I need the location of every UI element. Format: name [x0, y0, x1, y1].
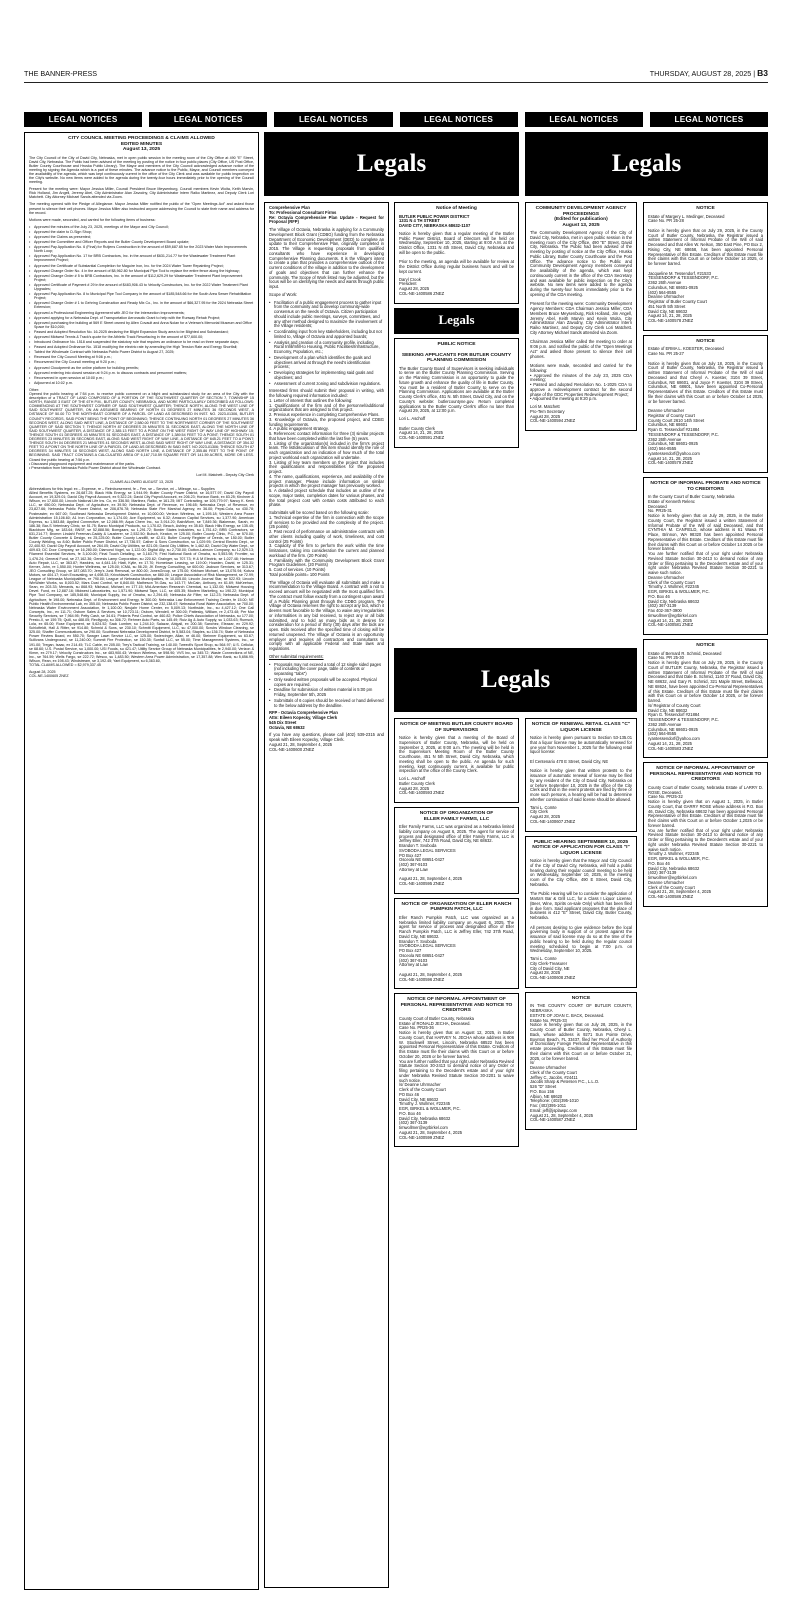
signature: Lori L. Aschoff Butler County Clerk August 28, 2025 COL-NE-1400593 ZNEZ — [399, 776, 445, 796]
list-item: • Tabled the Wholesale Contract with Nebraska Public Power District to August 27, 2025; — [29, 350, 254, 354]
claims-list: Abbreviations for this legal: ex – Expense, re – Reimbursement, fe – Fee, se – Service, mi – Mileage, su – Supplies Allied Benefits Systems, ex 26,687.25; Black Hills Energy, se 1,944.99; Butler County Power District, se 16,577.97; David City Payroll Account, ex 19,329.01; David City Payroll Account, ex 9,322.24; David City Payroll Account, ex 206.23; Horizon Bank, ex 83.25; Kirchner & Wilson, ex 17,600.00; Lincoln National Life Ins. Co, ex 336.50; Martinez, Raiko, re 161.25; MIT Contracting, se 105,779.97; Nancy K. Kenk LLC, se 650.00; Nebraska Dept. of Agriculture, ex 39.50; Nebraska Dept. of Revenue, ex 196.65; Nebraska Dept. of Revenue, ex 23,827.66; Nebraska Public Power District, se 206,876.78; Nebraska State Fire Marshal Agency, ex 36.00; Pepsi-Cola, su 430.78; Postmaster, ex 667.00; Southeast Nebraska Development District, ex 10,000.00; Verizon Wireless, se 1,195.18; Western Area Power Administration 15,106.60; A1 Iron Corporation, su 1,174.00; Ace Equipment, su 6.32; Amazon Capital Services, su 1,377.90; American Express, su 1,583.88; Applied Connective, se 12,066.99; Aqua Chem Inc., su 3,914.20; BairdWorn, se 7,849.36; Blakeman, Sarah, ex 186.38; Bar-S Veterinary Clinic, se 51.75; Barco Municipal Products, su 1,170.02; Beach, Ashley, ex 35.63; Black Hills Energy, se 135.45; Blackburn Mfg, se 183.64; BNSF, se 52,888.56; Bomgaars, su 1,291.72; Border States Industries, su 1,751.42; BRB Contractors, se 631,214.77; Bromm Lindahl Freeman-Caddy & Lausterer, se 2,532.50; Buisch, Keaton, re 125.00; Butler County Clinic, P.C., se 570.00; Butler County Concrete & Design, ex 25,225.00; Butler County Landfill, se 42.01; Butler County Register of Deeds, se 150.00; Butler County Welding, su 8.60; Butler Public Power District, se 17,736.57; Cather & Sons Construction, su 1,029.95; Central Electric Dept., se 22,400.92; David City Payroll Account, se 264.05; David City Utilities, se 821.05; David City Utilities, fe 1,462.82; David City Water Dept., se 409.63; DC Door Company, se 16,280.00; Diamond Vogel, su 1,122.00; Digital Ally, su 2,730.00; Dutton-Lainson Company, su 12,529.13; Filament Essential Services, fe 3,100.00; Final Touch Detailing, se 3,163.79; First National Bank of Omaha, su 5,553.98; Frontier, su 1,476.24; General Fund, se 27,162.36; Genesis Lamp Corporation, su 220.62; Grainger, su 707.73; H & M Electric, se 1,027.48; Hartman Auto Repair, LLC, se 363.87; Hawkins, su 4,641.18; Hiatt, Kylie, ex 17.70; Hometown Leasing, se 119.00; Howden, David, re 125.31; Kerner, John, re 1,550.00; Hunter Wellness, se 125.00; ICMA, su 56.20; JK Energy Consulting, se 600.00; Jackson Services, se 313.67; JEO Consulting Group, se 187,083.70; Jerry's Junk Removal, se 800.00; JonesGroup, se 175.00; Kirkham Michael, se 13,076.94; Kobza Motors, se 404.17; Koch Excavating, se 4,698.33; Krivohlavek Construction, se 880.00; League Association of Risk Management, se 72.99; League of Nebraska Municipalities, re 790.00; League of Nebraska Municipalities, fe 10,005.00; Lincoln Journal Star, se 522.93; Lincoln WinWater Works, su 8,003.52; Mars Dust Control, se 6,840.00; Matheson Tri-Gas, su 143.77; McCain, Anthony, ex 61.69; McKeehan, Sean, ex 203.33; Menards, su 868.93; Michaud, Michael, ex 177.15; Mid-American Research Chemical, su 1,132.00; Midwest Housing Devel. Fund, ex 12,887.16; Midwest Laboratories, su 1,571.90; Midwest Tape, LLC, se 405.35; Modern Marketing, su 190.22; Municipal Pipe Tool Company, se 185,548.66; Municipal Supply, Inc of Omaha, su 2,294.45; Nebraska Air Filter, se 112.23; Nebraska Dept. of Agriculture, fe 198.00; Nebraska Dept. of Environment and Energy, fe 300.00; Nebraska Law Enforcement Training Center, fe 15.00; NE Public Health Environmental Lab, ex 355.00; Nebraska Public Power District, se 232,138.67; Nebraska Rural Water Association, se 700.00; Nebraska Water Environment Association, fe 1,100.00; Neujahr Home Center, ex 5,009.13; Northside, Inc., su 4,427.12; One Call Concepts, Inc., ex 111.71; Osborn Sales & Services, se 10,723.11; Osborn, Wendell, re 300.00; Pattesky, William, re 2,473.48; Per Mar Security Services, se 7,964.95; Petty Cash, se 34.61; Pinkerts Pest Control, se 460.82; Police Chiefs Association of Nebraska, su 177.00; Presto-X, se 159.75; Quill, su 488.05; Recllypoly, su 306.72; Rehmer Auto Parts, su 145.49; Ruiz Ag & Auto Supply, su 1,033.63; Rumsch, Lola, ex 65.00; Rose Equipment, se 5,624.52; Sack Lumber, su 1,244.10; Salazar, Abigail, ex 200.38; Sanchez, Eleazar, ex 229.92; Schlotfeldt, Hall & Ritter, se 914.80; Schmid & Sons, se 230.10; Schmitt Equipment, LLC, su 47,000.00; Scrubs Window Cleaning, se 325.00; Shaffer Communications, se 290.00; Southeast Nebraska Development District, fe 5,583.04; Staples, su 136.74; State of Nebraska Power Review Board, ex 550.70; Swager Lawn Service LLC, se 125.00; Swiercinger, Allan, re 46.00; Steinner Equipment, su 63.67; Sullivans Underground, se 11,240.00; Summit Fire Protection, se 150.35; Sunfall LLC, se 55.00; Time Management Systems, Inc., se 191.00; Tregan, Isaac, ex 214.45; TLC Cable, ex 205.00; Trey's Tactical Training, se 140.00; Tweedt's Sport Shop, su 564.97; U.S. Cellular, se 68.60; U.S. Postal Service, su 1,000.00; USI Foods, su 421.47; Utility Service Group of Nebraska Municipalities, fe 2,940.00; Verizon & Kimm, ex 279.17; Velocity Constructors Inc., se 483,900.43; Verizon Wireless, se 598.90; VVS Inc, su 345.72; Waste Connections of NE, Inc., se 764.59; Wells Fargo, se 222.72; Wesco, su 1,483.50; Western Area Power Administration, se 17,357.88; Wex Bank, su 5,656.95; Wilson, Rean, ex 198.43; Windstream, se 3,192.45; Yant Equipment, su 6,363.60, TOTAL CLAIMS ALLOWED = $2,979,337.45 — [29, 486, 254, 667]
column-3 — [264, 202, 389, 1592]
list-item: • Approved applying for a Nebraska Dept. of Transportation Aeronautic Grant to help with the Runway Rehab Project; — [29, 316, 254, 320]
signature: Lori L. Aschoff Butler County Clerk August 14, 21, 28, 2025 COL-NE-1400591 ZNEZ — [399, 416, 445, 440]
notice-paragraph: Motions were made, seconded, and carried for the following items of business: — [29, 217, 156, 222]
notice-paragraph: Notice is hereby given that a regular meeting of the Butler Public Power District, Board of Directors will be held on Wednesday, September 10, 2025, starting at 9:00 A.M. at the District Office, 1331 N 4th Street, David City, Nebraska and will be open to the public. Prior to the meeting, an agenda will be available for review at the District Office during regular business hours and will be kept current. — [399, 230, 514, 274]
signature: Tami L. Comte City Clerk August 28, 2025 COL-NE-1400607 ZNEZ — [530, 804, 576, 824]
notice-title: NOTICE — [696, 338, 715, 344]
list-item: • Approved Pay Application No. 8 to Municipal Pipe Tool Company in the amount of $185,548.66 for the South Area Sewer Rehabilitation Project; — [29, 292, 254, 300]
notice-eller-family-farms — [394, 807, 519, 894]
notice-paragraph: Eller Ranch Pumpkin Patch, LLC was organized as a Nebraska limited liability company on August 6, 2025. The agent for service of process and designated office of Eller Ranch Pumpkin Patch, LLC is Jeffrey Eller, 742 37th Road, David City, NE 68632. Brandon T. Svoboda SVOBODA LEGAL SERVICES PO Box 427 Osceola NE 68651-0427 (402) 367-9103 Attorney at Law August 21, 28, September 4, 2025 COL-NE-1400596 ZNEZ — [399, 914, 514, 982]
notice-paragraph: Notice is hereby given that a meeting of the Board of Supervisors of Butler County, Nebraska, will be held on September 2, 2025, at 9:00 a.m. The meeting will be held in the Supervisors Meeting Room of the Butler County Courthouse, 451 N 5th Street, David City, Nebraska, which meeting shall be open to the public. An agenda for such meeting, kept continuously current, is available for public inspection at the office of the County Clerk. — [399, 735, 514, 774]
section-label: LEGAL NOTICES — [149, 112, 267, 127]
list-item: • Approved purchasing the building at 569 E Street owned by Allen Covault and Anna Nolan for a Veteran's Memorial Museum and Office Space for $10,000; — [29, 321, 254, 329]
notice-octavia-rfp — [264, 202, 389, 1588]
notice-title: PUBLIC NOTICE SEEKING APPLICANTS FOR BUTLER COUNTY PLANNING COMMISSION — [401, 341, 512, 363]
list-item: • Introduced Ordinance No. 1518 and suspended the statutory rule that requires an ordinance to be read on three separate days; — [29, 340, 254, 344]
motions-list — [29, 225, 254, 385]
notice-paragraph: Estate of Margery L. Medinger, Deceased Case No. PR 25-28 Notice is hereby given that on July 29, 2025, in the County Court of Butler County, Nebraska, the Registrar issued a written Statement of Informal Probate of the Will of said Deceased and that Allen W. Nelson, 350 East Pine, PO Box 2, Rising City, NE 68658, has been appointed Personal Representative of this Estate. Creditors of this Estate must file their claims with this Court on or before October 14 2025, or be forever barred. Jacqueline M. Tessendorf, #21533 TESSENDORF & TESSENDORF, P.C. 2362 26th Avenue Columbus, NE 68601-0925 (402) 564-8555 Deanne Uhrmacher Registrar of Butler County Court 451 North 5th Street David City, NE 68632 August 14, 21, 28, 2025 COL-NE-1400578 ZNEZ — [648, 213, 763, 323]
signature: Lori M. Matchett - Deputy City Clerk — [196, 472, 254, 477]
column-6 — [643, 202, 768, 1592]
list-item: • Approved the claim to D-Sign Shop; — [29, 230, 254, 234]
list-item: • Approved the minutes of the July 23, 2025, meetings of the Mayor and City Council; — [29, 225, 254, 229]
notice-jecha-estate — [394, 993, 519, 1147]
list-item: • Approved a Professional Engineering Agreement with JEO for the Intersection Improvements; — [29, 311, 254, 315]
page-number: B3 — [757, 68, 768, 78]
notice-title: NOTICE OF RENEWAL RETAIL CLASS "C" LIQUOR LICENSE — [531, 722, 631, 733]
list-item: • Recessed the City Council Meeting at 9:06 p.m.; — [29, 355, 254, 359]
list-item: • Submittals of 6 copies should be received or hand delivered to the below address by the deadline. — [269, 699, 384, 709]
notice-schmid-estate — [643, 639, 768, 758]
notice-board-supervisors — [394, 718, 519, 803]
list-item: • Approved Midwest Tennis & Track's quote for the Athletic Track Resurfacing in the amount of $77,600.00; — [29, 335, 254, 339]
list-item: • Assessment of current zoning and subdivision regulations. — [269, 382, 384, 387]
other-label: Other submittal requirements: — [269, 653, 324, 659]
list-item: • Approved Pay Application No. 17 for BRB Contractors, Inc. in the amount of $631,214.77 for the Wastewater Treatment Plant Improvement Project; — [29, 254, 254, 262]
list-item: • Approved Certificate of Payment # 29 in the amount of $483,906.43 to Velocity Constructors, Inc. for the 2022 Water Treatment Plant Upgrades; — [29, 283, 254, 291]
notice-title: COMMUNITY DEVELOPMENT AGENCY PROCEEDINGS (Edited for publication) August 13, 2025 — [535, 206, 627, 228]
section-label: LEGAL NOTICES — [24, 112, 142, 127]
list-item: • Adjourned at 10:02 p.m. — [29, 381, 254, 385]
column-5-lower — [525, 718, 637, 1592]
list-item: • Facilitation of a public engagement process to gather input from the community and to develop community-wide consensus on the needs of Octavia. Citizen participation should include public meetings, surveys, committees, and any other method designed to maximize the involvement of the Village residents; — [269, 301, 384, 330]
signature: Tami L. Comte City Clerk-Treasurer City of David City, NE August 28, 2025 COL-NE-1400608 ZNEZ — [530, 956, 576, 980]
notice-paragraph: County Court of Butler County, Nebraska Estate of LARRY D. ROSE, Deceased. Case No. PR25-32 Notice is hereby given that on August 1, 2025, in Butler County Court, that GARRY ROSE whose address is P.O. Box 46, David City, Nebraska 68632 has been appointed Personal Representative of this Estate. Creditors of this Estate must file their claims with this Court on or before October 1,2025 or be forever barred. You are further notified that of your right under Nebraska Revised Statute Section 30-2413 to demand notice of any Order or filing pertaining to the Decedent's estate and of your right under Nebraska Revised Statute Section 30-2221 to waive such notice. Timothy J. Wollmer, #22345 EGR, BIRKEL & WOLLMER, P.C. P.O. Box 46 David City, Nebraska 68632 (402) 367-3139 timwollmer@egrbirkel.com Deanne Uhrmacher Clerk of the County Court August 21, 28, September 4, 2025 COL-NE-1400586 ZNEZ — [648, 784, 763, 899]
list-item: • Approved the Certificate of Substantial Completion for Maguire Iron, Inc. for the 2024 Water Tower Repainting Project; — [29, 264, 254, 268]
column-5 — [525, 202, 637, 642]
signature: Daryl Crook President August 28, 2025 COL-NE-1400586 ZNEZ — [399, 276, 445, 296]
list-item: • Approved Change Order # 5 to BRB Contractors, Inc. in the amount of $112,629.29 for Wastewater Treatment Plant Improvement Project; — [29, 274, 254, 282]
list-item: • Approved the Claims as presented; — [29, 235, 254, 239]
notice-paragraph: Estate of ERMA L. KOESTER, Deceased Case No. PR 25-27 Notice is hereby given that on July 18, 2025, in the County Court of Butler County, Nebraska, the Registrar issued a written Statement of Informal Probate of the Will of said Deceased and that Cheryl A. Koester, 3104 39 Street, Columbus, NE 68601, and Joyce F. Koester, 3104 39 Street, Columbus, NE 68601, have been appointed Co-Personal Representatives of this Estate. Creditors of this Estate must file their claims with this Court on or before October 14 2025, or be forever barred. Deanne Uhrmacher Registrar of County Court County Court 2610 14th Street Columbus, NE 68601 Ryan G. Tessendorf #21884 TESSENDORF & TESSENDORF, P.C. 2362 26th Avenue Columbus, NE 68601-0925 (402) 564-8555 ryantessendorf@yahoo.com August 14, 21, 28, 2025 COL-NE-1400579 ZNEZ — [648, 346, 763, 466]
notice-title: NOTICE — [571, 995, 591, 1001]
scope-label: Scope of Work: — [269, 291, 298, 297]
list-item: • Approved Cloudpermit as the online platform for building permits; — [29, 366, 254, 370]
legals-banner: Legals — [525, 132, 768, 196]
column-1 — [24, 132, 259, 1592]
list-item: • Approved Change Order No. 4 in the amount of $8,962.80 for Municipal Pipe Tool to replace the entire fence along the highway; — [29, 269, 254, 273]
masthead-rule — [24, 82, 768, 83]
list-item: • Approved entering into closed session at 9:24 p.m. to discuss contracts and personnel matters; — [29, 371, 254, 375]
notice-title: NOTICE OF INFORMAL APPOINTMENT OF PERSONAL REPRESENTATIVE AND NOTICE TO CREDITORS — [649, 766, 762, 783]
section-header-bar — [24, 112, 768, 127]
list-item: • Reconvened the City Council meeting at 9:20 p.m.; — [29, 360, 254, 364]
list-item: • Passed and Adopted Resolution No. 16-2025 declaring the Blight Expansion Study area to be Blighted and Substandard; — [29, 330, 254, 334]
notice-paragraph: The Village of Octavia, Nebraska is applying for a Community Development Block Grant (CDBG) funding from the Nebraska Department of Economic Development (DED) to complete an update to their Comprehensive Plan, originally completed in 2015. The Village is requesting proposals from qualified consultants who have experience in developing Comprehensive Planning documents. It is the Village's intent to create a plan that provides a comprehensive outlook of the current conditions of the village in addition to the development of goals and objectives that can further enhance the community. The Scope of Work listed may be adjusted, but the focus will be on identifying the needs and wants through public input. — [269, 227, 384, 289]
notice-paragraph: Interested firms should submit their proposal in writing, with the following required information included: 1. Letter of interest that outlines the following: 1. Qualifications of the firm and of the personnel/additional organizations that are assigned to this project. 2. Previous experience in completing Comprehensive Plans. 3. Knowledge of Octavia, the proposed project, and CDBG funding requirements. 4. A public engagement strategy. 5. References: contact information for three (3) similar projects that have been completed within the last five (5) years. 2. Listing of the organization(s) included in the firm's project team. The list/discussion of this item should identify the role of each organization and an indication of how much of the total project workload each organization will undertake. 3. Listing of key team members on the project that includes their qualifications and responsibilities for the proposed project. 4. The name, qualifications, experience, and availability of the project manager. Please include information on similar projects in which the project manager has previously worked. 5. A detailed project schedule that includes an outline of the scope, major tasks, completion dates for various phases, and the total project cost with certain costs attributed to each phase. — [269, 388, 384, 508]
section-label: LEGAL NOTICES — [650, 112, 768, 127]
notice-paragraph: Present for the meeting were: Mayor Jessica Miller, Council President Bruce Meysenburg, Council members Kevin Woita, Keith Marvin, Rick Holland, Jim Angell, Jeremy Abel, City Administrator Alan Zavodny, City Administrator Intern Raiko Martinez, and Deputy Clerk Lori Matchett. City Attorney Michael Sands attended via Zoom. — [29, 187, 254, 200]
notice-paragraph: Submittals will be scored based on the following scale: 1. Technical expertise of the firm in connection with the scope of services to be provided and the complexity of the project. (25 points) 2. Past record of performance on administrative contracts with other clients including quality of work, timeliness, and cost control (25 Points) 3. Capacity of the firm to perform the work within the time limitations, taking into consideration the current and planned workload of the firm. (20 Points) 4. Familiarity with the Community Development Block Grant Program Guidelines. (20 Points) 5. Cost of services. (10 Points) Total possible points= 100 Points — [269, 510, 384, 577]
notice-paragraph: County Court of Butler County, Nebraska Estate of RONALD JECHA, Deceased. Case No. PR25-36 Notice is hereby given that on August 12, 2025, in Butler County Court, that HARVEY N. JECHA whose address is 906 W. Stockwell Street, Lincoln, Nebraska 68522 has been appointed Personal Representative of this Estate. Creditors of this Estate must file their claims with this Court on or before October 20, 2026 or be forever barred. You are further notified that your right under Nebraska Revised Statute Section 30-2413 to demand notice of any Order or filing pertaining to the Decedent's estate and of your right under Nebraska Revised Statute Section 30-2201 to waive such notice. /s/ Deanne Uhrmacher Clerk of the County Court PO Box 46 David City, NE 68632 Timothy J. Wollmer, #22345 EGR, BIRKEL & WOLLMER, P.C. P.O. Box 46 David City, Nebraska 68632 (402) 367-3139 timwollmer@egrbirkel.com August 21, 28, September 4, 2025 COL-NE-1400599 ZNEZ — [399, 1015, 514, 1140]
notice-title: CITY COUNCIL MEETING PROCEEDINGS & CLAIMS ALLOWED EDITED MINUTES August 13, 2025 — [68, 136, 215, 152]
notice-paragraph: Notice is hereby given that the Mayor and City Council of the City of David City, Nebraska, will hold a public hearing during their regular council meeting to be held on Wednesday, September 10, 2025, in the meeting room of the City Office, 490 E Street, David City, Nebraska. The Public Hearing will be to consider the application of Marta's Bar & Grill LLC, for a Class I Liquor License, (Beer, Wine, Spirits on-sale Only) which has been filed in due form. Said applicant proposes that the place of business is 412 "E" Street, David City, Butler County, Nebraska. All persons desiring to give evidence before the local governing body in support of or protest against the issuance of said license may do so at the time of the public hearing to be held during the regular council meeting scheduled to begin at 7:00 p.m. on Wednesday, September 10, 2025. — [530, 858, 632, 954]
section-label: LEGAL NOTICES — [274, 112, 392, 127]
notice-title: PUBLIC HEARING SEPTEMBER 10, 2025 NOTICE OF APPLICATION FOR CLASS "I" LIQUOR LICENSE — [532, 839, 630, 856]
legals-banner: Legals — [394, 648, 637, 712]
notice-relenc-estate — [643, 477, 768, 635]
notice-title: Notice of Meeting — [436, 206, 477, 211]
section-label: LEGAL NOTICES — [525, 112, 643, 127]
notice-paragraph: Eller Family Farms, LLC was organized as a Nebraska limited liability company on August 6, 2025. The agent for service of process and designated office of Eller Family Farms, LLC is Jeffrey Eller, 742 37th Road, David City, NE 68632. Brandon T. Svoboda SVOBODA LEGAL SERVICES PO Box 427 Osceola NE 68651-0427 (402) 367-9103 Attorney at Law August 21, 28, September 4, 2025 COL-NE-1400595 ZNEZ — [399, 824, 514, 886]
notice-liquor-hearing — [525, 836, 637, 988]
notice-paragraph: The Village of Octavia will evaluate all submittals and make a recommendation to the Village Board. A contract with a not to exceed amount will be negotiated with the most qualified firm. The contract must follow exactly from a contingent upon award of a Public Planning grant through the CDBG program. The Village of Octavia reserves the right to accept any but, which it deems most favorable to the Village, to waive any irregularities or informalities in any bid received, to reject any or all bids submitted, and to hold as many bids as it desires for consideration for a period of thirty (30) days after the bids are open. Bids received after the specified time of closing will be returned unopened. The Village of Octavia is an opportunity employer and requires all contractors and consultants to comply with all applicable Federal and State laws and regulations. — [269, 579, 384, 651]
issue-date-page: THURSDAY, AUGUST 28, 2025 | B3 — [649, 68, 768, 78]
notice-title: NOTICE — [696, 206, 715, 211]
notice-heading: BUTLER PUBLIC POWER DISTRICT 1331 N 4 TH STREET DAVID CITY, NEBRASKA 68632-1107 — [399, 213, 471, 228]
signature: Lori M. Matchett Pro-Tem Secretary August 28, 2025 COL-NE-1400594 ZNEZ — [530, 404, 576, 424]
notice-title: NOTICE — [696, 643, 715, 648]
notice-paragraph: Notice is hereby given pursuant to Section 53-135.01 that a liquor license may be automatically renewed for one year from November 1, 2025 for the following retail liquor license: El Centenario 470 E Street, David City, NE Notice is hereby given that written protests to the issuance of automatic renewal of license may be filed by any resident of the City of David City, Nebraska on or before September 10, 2025 in the office of the City Clerk and that in the event protests are filed by three or more such persons, a hearing will be had to determine whether continuation of said license should be allowed. — [530, 735, 632, 802]
list-item: • Developing strategies for implementing said goals and objectives; and — [269, 371, 384, 381]
list-item: • Approved the Committee and Officer Reports and the Butler County Development Board update; — [29, 240, 254, 244]
notice-liquor-renewal — [525, 718, 637, 832]
notice-butler-ppd — [394, 202, 519, 304]
notice-city-council — [24, 132, 259, 1590]
column-4-lower — [394, 718, 519, 1592]
list-item: • Approved Change Order # 1 to Gehring Construction and Ready Mix Co., Inc. in the amount of $66,327.95 for the 2024 Nebraska Street Extension; — [29, 301, 254, 309]
list-item: • Coordinating input from key stakeholders, including but not limited to, Village of Octavia and appointed boards; — [269, 330, 384, 340]
list-item: • Only sealed written proposals will be accepted. Physical copies are required. — [269, 678, 384, 688]
list-item: • Proposals may not exceed a total of 12 single sided pages (not including the cover page, table of contents or separating "tabs") — [269, 663, 384, 677]
legals-banner: Legals — [394, 308, 519, 334]
notice-eller-pumpkin-patch — [394, 898, 519, 990]
masthead — [24, 66, 768, 80]
notice-paragraph: If you have any questions, please call (402) 539-2315 and speak with Eileen Kopecky, Village Clerk. August 21, 28, September 4, 2025 COL-NE-1400600 ZNEZ — [269, 732, 384, 752]
notice-paragraph: Other: Opened the public hearing at 7:54 p.m. to receive public comment on a blight and substandard study for an area of the City with the description of a TRACT OF LAND COMPOSED OF A PORTION OF THE SOUTHWEST QUARTER OF SECTION 7, TOWNSHIP 15 NORTH, RANGE 3 EAST OF THE 6TH P.M., BUTLER COUNTY, NEBRASKA, AND MORE PARTICULARLY DESCRIBED AS FOLLOWS: COMMENCING AT THE SOUTHWEST CORNER OF SAID SOUTHWEST QUARTER; THENCE NORTH, ALONG THE WEST LINE OF SAID SOUTHWEST QUARTER, ON AN ASSUMED BEARING OF NORTH 01 DEGREES 27 MINUTES 36 SECONDS WEST, A DISTANCE OF 50.00 TO THE NORTHEAST CORNER OF A PARCEL OF LAND AS DESCRIBED IN INST. NO. 2023-01306, BUTLER COUNTY RECORDS, SAID POINT BEING THE POINT OF BEGINNING; THENCE CONTINUING NORTH 01 DEGREES 27 MINUTES 36 SECONDS WEST, ALONG SAID WEST LINE, A DISTANCE OF 2,580.00 FEET TO THE NORTHWEST CORNER OF THE SOUTHWEST QUARTER OF SAID SECTION 7; THENCE NORTH 87 DEGREES 25 MINUTES 31 SECONDS EAST, ALONG THE NORTH LINE OF SAID SOUTHWEST QUARTER, A DISTANCE OF 2,385.13 FEET TO A POINT ON THE WEST RIGHT OF WAY LINE OF HIGHWAY 15; THENCE SOUTH 01 DEGREES 43 MINUTES 51 SECONDS EAST, A DISTANCE OF 1,389.54 FEET TO A POINT; THENCE SOUTH 01 DEGREES 23 MINUTES 35 SECONDS EAST, ALONG SAID WEST RIGHT OF WAY LINE, A DISTANCE OF 645.21 FEET TO A POINT; THENCE SOUTH 04 DEGREES 21 MINUTES 41 SECONDS WEST, ALONG SAID WEST RIGHT OF WAY LINE, A DISTANCE OF 354.32 FEET TO A POINT ON THE NORTH LINE OF A PARCEL OF LAND AS DESCRIBED IN SAID INST. NO 2023-01306; THENCE SOUTH 87 DEGREES 34 MINUTES 18 SECONDS WEST, ALONG SAID NORTH LINE, A DISTANCE OF 2,355.86 FEET TO THE POINT OF BEGINNING. SAID TRACT CONTAINS A CALCULATED AREA OF 6,167,710.59 SQUARE FEET OR 141.59 ACRES, MORE OR LESS. Closed the public hearing at 7:56 p.m. • Discussed playground equipment and maintenance of the parks. • Presentation from Nebraska Public Power District about the Wholesale Contract. — [29, 387, 254, 470]
section-label: LEGAL NOTICES — [400, 112, 518, 127]
list-item: • Analysis and creation of a community profile, including Rural Infill/Infill-to Housing, Public Facilities/Infrastructure, Economy, Population, etc.; — [269, 341, 384, 355]
notice-paragraph: In the County Court of Butler County, Nebraska Estate of Kenneth Relenc Deceased No. PR25-31 Notice is hereby given that on July 29, 2025, in the Butler County Court, the Registrar issued a written Statement of Informal Probate of the Will of said Deceased, and that CYNTHIA M. CANFIELD, whose address is 61 Wawa Pt Place, Brinnon, WA 98320 has been appointed Personal Representative of this Estate. Creditors of this Estate must file their claims with this Court on or before October 14 2025 or be forever barred. You are further notified that of your right under Nebraska Revised Statute Section 30-2413 to demand notice of any Order or filing pertaining to the Decedent's estate and of your right under Nebraska Revised Statute Section 30-2221 to waive such notice. Deanne Uhrmacher Clerk of the County Court Timothy J. Wollmer, #22345 EGR, BIRKEL & WOLLMER, P.C. P.O. Box 46 David City, Nebraska 68632 (402) 367-3139 Fax 402-367-3900 timwollmer@egrbirkel.com August 14, 21, 28, 2025 COL-NE-1400581 ZNEZ — [648, 494, 763, 628]
publication-name: THE BANNER-PRESS — [24, 68, 98, 78]
notice-paragraph: The meeting opened with the Pledge of Allegiance. Mayor Jessica Miller notified the public of the "Open Meetings Act" and asked those present to silence their cell phones. Mayor Jessica Miller also instructed anyone addressing the Council to state their name and address for the record. — [29, 202, 254, 215]
notice-title: NOTICE OF ORGANIZATION OF ELLER RANCH PUMPKIN PATCH, LLC — [401, 901, 512, 913]
notice-koester-estate — [643, 335, 768, 473]
notice-rose-estate — [643, 762, 768, 907]
other-list — [269, 663, 384, 709]
notice-title: NOTICE OF INFORMAL APPOINTMENT OF PERSONAL REPRESENTATIVE AND NOTICE TO CREDITORS — [400, 997, 513, 1014]
notice-paragraph: The City Council of the City of David City, Nebraska, met in open public session in the meeting room of the City Office at 490 "E" Street, David City, Nebraska. The Public had been advised of the meeting by posting of the notice in four public places (City Office, US Post Office, Butler County Courthouse and Hruska Public Library). The Mayor and members of the City Council acknowledged advance notice of the meeting by signing the Agenda which is a part of these minutes. The advance notice to the Public, Mayor, and Council members conveyed the availability of the agenda, which was kept continuously current in the office of the City Clerk and was available for public inspection on the City's website. No new items were added to the agenda during the twenty-four hours immediately prior to the opening of the Council meeting. — [29, 155, 254, 185]
notice-medinger-estate — [643, 202, 768, 331]
list-item: • Approved Pay Application No. 6 (Final) for Rutjens Construction in the amount of $59,687.65 for the 2023 Water Main Improvements North Loop; — [29, 245, 254, 253]
notice-cda-proceedings — [525, 202, 637, 431]
legals-banner: Legals — [264, 132, 519, 196]
list-item: • Development of a plan which identifies the goals and objectives arrived at through the need's identification process; — [269, 356, 384, 370]
scope-list — [269, 301, 384, 387]
notice-planning-commission — [394, 338, 519, 448]
list-item: • Reconvened in open session at 10:00 p.m.; — [29, 376, 254, 380]
notice-paragraph: The Community Development Agency of the City of David City, Nebraska, met in open public session in the meeting room of the City Office, 490 "E" Street, David City, Nebraska. The Public had been advised of the meeting by posting of notice at the City Office, Hruska Public Library, Butler County Courthouse and the Post Office. The advance notice to the Public and Community Development Agency members conveyed the availability of the agenda, which was kept continuously current in the office of the CDA Secretary and was available for public inspection on the City's website. No new items were added to the agenda during the twenty-four hours immediately prior to the opening of the CDA meeting. Present for the meeting were: Community Development Agency Members: CDA Chairman Jessica Miller, CDA Members Bruce Meysenburg, Rick Holland, Jim Angell, Jeremy Abel, Keith Marvin and Kevin Woita, City Administrator Alan Zavodny, City Administrator Intern Raiko Martinez, and Deputy City Clerk Lori Matchett. City Attorney Michael Sands attended via Zoom. Chairman Jessica Miller called the meeting to order at 9:06 p.m. and notified the public of the "Open Meetings Act" and asked those present to silence their cell phones. Motions were made, seconded and carried for the following: • Approved the minutes of the July 23, 2025 CDA meeting; • Passed and adopted Resolution No. 1-2025 CDA to approve a redevelopment contract for the second phase of the GDC Properties Redevelopment Project; • Adjourned the meeting at 9:20 p.m. — [530, 230, 632, 402]
list-item: • Passed and Adopted Ordinance No. 1518 modifying the electric rate by amending the High Tension Rate and Energy Shortfall; — [29, 345, 254, 349]
list-item: • Deadline for submission of written material is 5:00 pm Friday, September 5th, 2025 — [269, 688, 384, 698]
notice-title: NOTICE OF INFORMAL PROBATE AND NOTICE TO CREDITORS — [650, 481, 761, 492]
contact-block: RFP - Octavia Comprehensive Plan Attn: Eileen Kopecky, Village Clerk 545 Dix Street Octavia, NE 68632 — [269, 710, 338, 730]
issue-date: THURSDAY, AUGUST 28, 2025 — [649, 69, 752, 78]
notice-title: NOTICE OF ORGANIZATION OF ELLER FAMILY FARMS, LLC — [419, 811, 494, 822]
notice-title: Comprehensive Plan To: Professional Consultant Firms Re: Octavia Comprehensive Plan Update - Request for Proposal (RFP) — [269, 205, 384, 225]
notice-paragraph: IN THE COUNTY COURT OF BUTLER COUNTY, NEBRASKA ESTATE OF JOAN C. BACK, Deceased. Estate No. PR25-33 Notice is hereby given that on July 28, 2025, in the County Court of Butler County, Nebraska, Cheryl L. Back, whose address is 9271 Sun Pointe Drive, Boynton Beach, FL 33437, filed her Proof of Authority of Domiciliary Foreign Personal Representative in this estate proceeding. Creditors of this Estate must file their claims with this Court on or before October 21, 2025, or be forever barred. /s/ Deanne Uhrmacher Clerk of the County Court Jeffrey C. Jacobs, #24411 Jacobs Sharp & Petersen P.C., L.L.O. 526 "D" Street P.O. Box 156 Albion, NE 68620 Telephone: (402)395-1010 Fax: (402)395-1011 Email: jeff@jsplawpc.com August 21, 28, September 4, 2025 COL-NE-1400587 ZNEZ — [530, 1003, 632, 1123]
notice-title: NOTICE OF MEETING BUTLER COUNTY BOARD OF SUPERVISORS — [400, 722, 513, 733]
notice-back-estate — [525, 992, 637, 1130]
claims-title: CLAIMS ALLOWED AUGUST 13, 2025 — [109, 479, 174, 484]
notice-footer: August 28, 2025 COL-NE-1400605 ZNEZ — [29, 670, 69, 679]
notice-paragraph: The Butler County Board of Supervisors is seeking individuals to serve on the Butler County Planning Commission. Serving on the Planning Commission is an opportunity to guide the future growth and enhance the quality of life in Butler County. You must be a resident of Butler County to serve on the Planning Commission. Applications are available at the Butler County Clerk's office, 451 N. 5th Street, David City, and on the County's website: butlercountyne.gov. Return completed applications to the Butler County Clerk's office no later than August 29, 2025, at 12:00 p.m. — [399, 365, 514, 414]
notice-paragraph: Estate of Bernard R. Schmid, Deceased Case No. PR 25-30 Notice is hereby given that on July 29, 2025, in the County Court of BUTLER County, Nebraska, the Registrar issued a written Statement of Informal Probate of the Will of said Deceased and that Dale B. Schmid, 1140 37 Road, David City, NE 68632, and Gary R. Schmid, 321 Maple Street, Bellwood, NE 68624, have been appointed Co-Personal Representatives of this Estate. Creditors of this Estate must file their claims with this Court on or before October 14 2025, or be forever barred. /s/ Registrar of County Court David City, NE 68632 Ryan G. Tessendorf #21884 TESSENDORF & TESSENDORF, P.C. 2362 26th Avenue Columbus, NE 68601-0925 (402) 564-8555 ryantessendorf@yahoo.com August 14, 21, 28, 2025 COL-NE-1400583 ZNEZ — [648, 650, 763, 751]
